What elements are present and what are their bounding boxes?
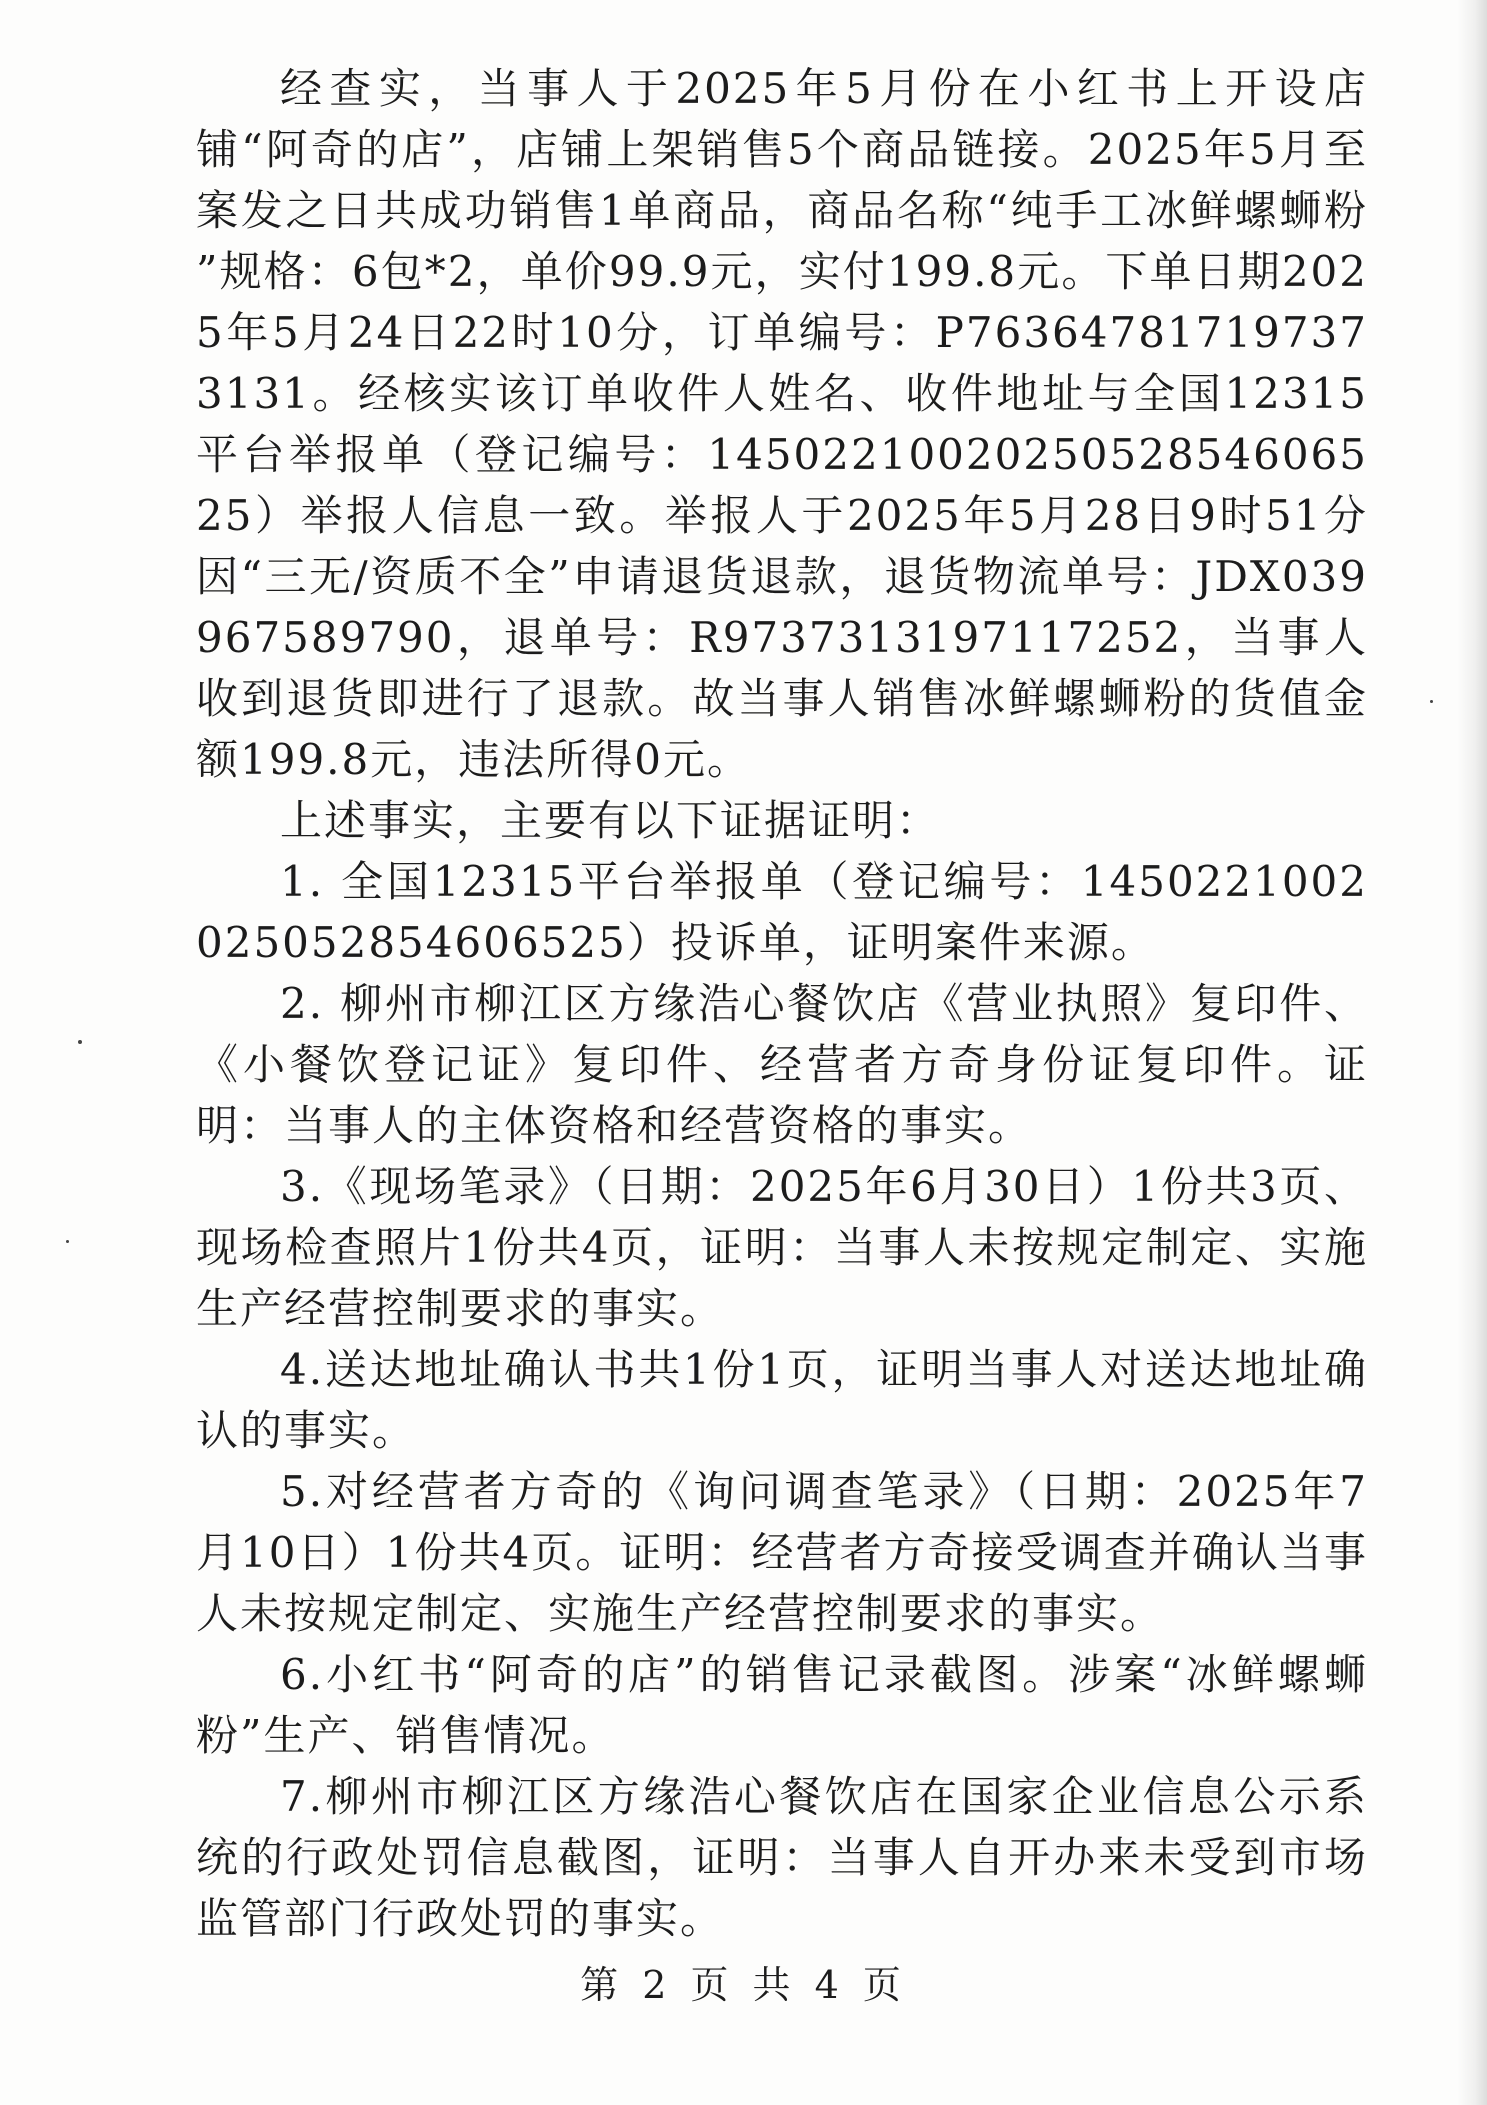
paragraph-evidence-2: 2. 柳州市柳江区方缘浩心餐饮店《营业执照》复印件、《小餐饮登记证》复印件、经营者方奇身份证复印件。证明：当事人的主体资格和经营资格的事实。 [196, 979, 1368, 1150]
page-number-footer: 第 2 页 共 4 页 [580, 1963, 907, 2007]
paragraph-facts: 经查实，当事人于2025年5月份在小红书上开设店铺“阿奇的店”，店铺上架销售5个商品链接。2025年5月至案发之日共成功销售1单商品，商品名称“纯手工冰鲜螺蛳粉 ”规格：6包*2，单价99.9元，实付199.8元。下单日期2025年5月24日22时10分，订单编号：P763647817197373131。经核实该订单收件人姓名、收件地址与全国12315平台举报单（登记编号：1450221002025052854606525）举报人信息一致。举报人于2025年5月28日9时51分因“三无/资质不全”申请退货退款，退货物流单号：JDX039967589790，退单号：R9737313197117252，当事人收到退货即进行了退款。故当事人销售冰鲜螺蛳粉的货值金额199.8元，违法所得0元。 [196, 64, 1368, 784]
paragraph-evidence-6: 6.小红书“阿奇的店”的销售记录截图。涉案“冰鲜螺蛳粉”生产、销售情况。 [196, 1650, 1368, 1760]
paragraph-evidence-3: 3.《现场笔录》（日期：2025年6月30日）1份共3页、现场检查照片1份共4页，证明：当事人未按规定制定、实施生产经营控制要求的事实。 [196, 1162, 1368, 1333]
document-body [196, 58, 1368, 1949]
paragraph-evidence-intro: 上述事实，主要有以下证据证明： [280, 796, 941, 845]
scan-speck [78, 1040, 82, 1044]
paragraph-evidence-7: 7.柳州市柳江区方缘浩心餐饮店在国家企业信息公示系统的行政处罚信息截图，证明：当事人自开办来未受到市场监管部门行政处罚的事实。 [196, 1772, 1368, 1943]
paragraph-evidence-1: 1. 全国12315平台举报单（登记编号：1450221002025052854606525）投诉单，证明案件来源。 [196, 857, 1368, 967]
scan-speck [1430, 700, 1433, 703]
page-edge-shadow [1457, 0, 1487, 2105]
paragraph-evidence-5: 5.对经营者方奇的《询问调查笔录》（日期：2025年7月10日）1份共4页。证明：经营者方奇接受调查并确认当事人未按规定制定、实施生产经营控制要求的事实。 [196, 1467, 1368, 1638]
scan-speck [66, 1240, 69, 1243]
paragraph-evidence-4: 4.送达地址确认书共1份1页，证明当事人对送达地址确认的事实。 [196, 1345, 1368, 1455]
